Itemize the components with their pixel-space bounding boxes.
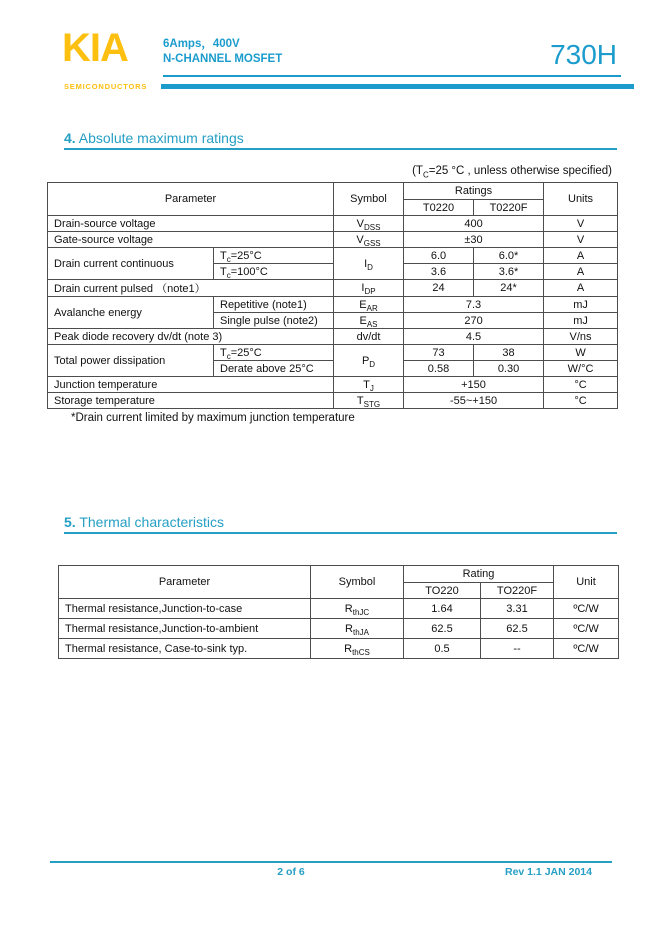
absolute-maximum-ratings-table (47, 182, 618, 409)
symbol-sub: GSS (363, 238, 381, 248)
value-cell: 3.6* (474, 264, 544, 280)
row-junction-temperature (48, 377, 618, 393)
value-cell: 0.58 (404, 361, 474, 377)
param-cell: Drain-source voltage (48, 216, 334, 232)
revision-label: Rev 1.1 JAN 2014 (505, 866, 592, 878)
condition-cell: Derate above 25°C (214, 361, 334, 377)
cond-rest: =25°C (230, 346, 262, 359)
unit-cell: mJ (544, 313, 618, 329)
unit-cell: °C (544, 377, 618, 393)
thermal-header-parameter: Parameter (59, 566, 311, 599)
symbol-sub: thJC (352, 607, 370, 617)
param-cell: Gate-source voltage (48, 232, 334, 248)
condition-cell (214, 345, 334, 361)
cond-text: T (220, 249, 227, 262)
value-cell: 73 (404, 345, 474, 361)
condition-cell (214, 264, 334, 280)
spec-line-2: N-CHANNEL MOSFET (163, 53, 283, 65)
symbol-cell (311, 599, 404, 619)
unit-cell: mJ (544, 297, 618, 313)
row-drain-current-continuous-1 (48, 248, 618, 264)
row-thermal-junction-to-ambient (59, 619, 619, 639)
cond-sub: c (226, 254, 231, 264)
row-peak-diode-recovery (48, 329, 618, 345)
row-drain-current-pulsed (48, 280, 618, 297)
row-gate-source-voltage (48, 232, 618, 248)
value-cell: +150 (404, 377, 544, 393)
cond-sub: c (226, 270, 231, 280)
header-rule-thin (163, 75, 621, 77)
section4-underline (64, 148, 617, 150)
symbol-sub: thJA (352, 627, 369, 637)
row-thermal-junction-to-case (59, 599, 619, 619)
amr-header-row-1 (48, 183, 618, 200)
param-cell: Avalanche energy (48, 297, 214, 329)
symbol-text: R (344, 602, 353, 615)
amr-header-ratings: Ratings (404, 183, 544, 200)
value-cell: 3.31 (481, 599, 554, 619)
condition-cell (214, 248, 334, 264)
section4-number: 4. (64, 130, 76, 146)
param-cell: Junction temperature (48, 377, 334, 393)
symbol-cell (334, 377, 404, 393)
cond-text: T (220, 265, 227, 278)
symbol-text: T (363, 378, 370, 391)
value-cell: 0.30 (474, 361, 544, 377)
value-cell: 4.5 (404, 329, 544, 345)
value-cell: 3.6 (404, 264, 474, 280)
value-cell: 38 (474, 345, 544, 361)
param-cell: Drain current continuous (48, 248, 214, 280)
section5-title-text: Thermal characteristics (75, 514, 225, 530)
symbol-text: I (364, 257, 368, 270)
amr-header-pkg2: T0220F (474, 200, 544, 216)
unit-cell: A (544, 248, 618, 264)
thermal-header-row-1 (59, 566, 619, 583)
param-cell: Thermal resistance,Junction-to-case (59, 599, 311, 619)
condition-cell: Single pulse (note2) (214, 313, 334, 329)
header-rule-thick (161, 84, 634, 89)
symbol-text: E (359, 298, 367, 311)
value-cell: -- (481, 639, 554, 659)
symbol-text: T (356, 394, 364, 407)
condition-note-post: =25 °C , unless otherwise specified) (428, 165, 612, 177)
thermal-header-rating: Rating (404, 566, 554, 583)
symbol-cell (311, 639, 404, 659)
value-cell: -55~+150 (404, 393, 544, 409)
symbol-sub: D (369, 359, 376, 369)
unit-cell: V (544, 232, 618, 248)
row-storage-temperature (48, 393, 618, 409)
unit-cell: W (544, 345, 618, 361)
cond-rest: =100°C (230, 265, 268, 278)
amr-header-pkg1: T0220 (404, 200, 474, 216)
amr-header-units: Units (544, 183, 618, 216)
value-cell: 270 (404, 313, 544, 329)
part-number: 730H (550, 39, 617, 70)
symbol-sub: DSS (363, 222, 381, 232)
device-spec (163, 37, 282, 67)
amr-header-symbol: Symbol (334, 183, 404, 216)
condition-cell: Repetitive (note1) (214, 297, 334, 313)
symbol-sub: J (369, 383, 374, 393)
symbol-sub: DP (364, 287, 376, 297)
symbol-sub: D (367, 262, 373, 272)
value-cell: 6.0 (404, 248, 474, 264)
unit-cell: A (544, 280, 618, 297)
value-cell: 6.0* (474, 248, 544, 264)
symbol-text: R (345, 622, 353, 635)
param-cell: Thermal resistance,Junction-to-ambient (59, 619, 311, 639)
symbol-cell (334, 393, 404, 409)
amr-header-parameter: Parameter (48, 183, 334, 216)
section5-number: 5. (64, 514, 76, 530)
symbol-cell: dv/dt (334, 329, 404, 345)
symbol-text: I (361, 282, 365, 294)
unit-cell: °C (544, 393, 618, 409)
symbol-sub: AS (366, 319, 378, 329)
thermal-header-pkg1: TO220 (404, 583, 481, 599)
symbol-sub: AR (366, 303, 378, 313)
page-number: 2 of 6 (277, 866, 305, 878)
row-avalanche-energy-1 (48, 297, 618, 313)
symbol-cell (334, 248, 404, 280)
unit-cell: A (544, 264, 618, 280)
section5-underline (64, 532, 617, 534)
cond-rest: =25°C (230, 249, 262, 262)
cond-text: T (220, 346, 227, 359)
value-cell: 7.3 (404, 297, 544, 313)
symbol-text: R (344, 642, 353, 655)
param-cell: Total power dissipation (48, 345, 214, 377)
kia-logo: KIA (62, 26, 128, 70)
thermal-header-pkg2: TO220F (481, 583, 554, 599)
drain-current-footnote: *Drain current limited by maximum junction temperature (71, 412, 355, 424)
symbol-cell (334, 313, 404, 329)
unit-cell: V/ns (544, 329, 618, 345)
symbol-text: V (356, 233, 364, 246)
thermal-characteristics-table (58, 565, 619, 659)
symbol-text: P (361, 354, 370, 367)
row-drain-source-voltage (48, 216, 618, 232)
symbol-cell (311, 619, 404, 639)
value-cell: ±30 (404, 232, 544, 248)
param-cell: Thermal resistance, Case-to-sink typ. (59, 639, 311, 659)
section4-title-text: Absolute maximum ratings (75, 130, 244, 146)
param-cell: Peak diode recovery dv/dt (note 3) (48, 329, 334, 345)
symbol-cell (334, 280, 404, 297)
symbol-cell (334, 297, 404, 313)
symbol-cell (334, 345, 404, 377)
value-cell: 400 (404, 216, 544, 232)
symbol-sub: STG (363, 399, 381, 409)
unit-cell: ºC/W (554, 639, 619, 659)
symbol-text: V (356, 217, 364, 230)
footer-rule (50, 861, 612, 863)
condition-note-pre: (T (412, 165, 423, 177)
unit-cell: V (544, 216, 618, 232)
value-cell: 24 (404, 280, 474, 297)
unit-cell: W/°C (544, 361, 618, 377)
section5-title (64, 514, 224, 530)
value-cell: 0.5 (404, 639, 481, 659)
row-thermal-case-to-sink (59, 639, 619, 659)
section4-title (64, 130, 244, 146)
value-cell: 1.64 (404, 599, 481, 619)
thermal-header-unit: Unit (554, 566, 619, 599)
param-cell: Storage temperature (48, 393, 334, 409)
symbol-cell (334, 232, 404, 248)
thermal-header-symbol: Symbol (311, 566, 404, 599)
value-cell: 24* (474, 280, 544, 297)
value-cell: 62.5 (481, 619, 554, 639)
logo-subtitle: SEMICONDUCTORS (64, 82, 148, 91)
unit-cell: ºC/W (554, 619, 619, 639)
symbol-cell (334, 216, 404, 232)
symbol-text: E (359, 314, 367, 327)
spec-line-1: 6Amps，400V (163, 38, 240, 50)
cond-sub: c (226, 351, 231, 361)
value-cell: 62.5 (404, 619, 481, 639)
unit-cell: ºC/W (554, 599, 619, 619)
row-total-power-dissipation-1 (48, 345, 618, 361)
symbol-sub: thCS (352, 647, 370, 657)
param-cell: Drain current pulsed （note1） (48, 280, 334, 297)
condition-note (412, 165, 612, 180)
condition-note-sub: C (422, 170, 429, 180)
